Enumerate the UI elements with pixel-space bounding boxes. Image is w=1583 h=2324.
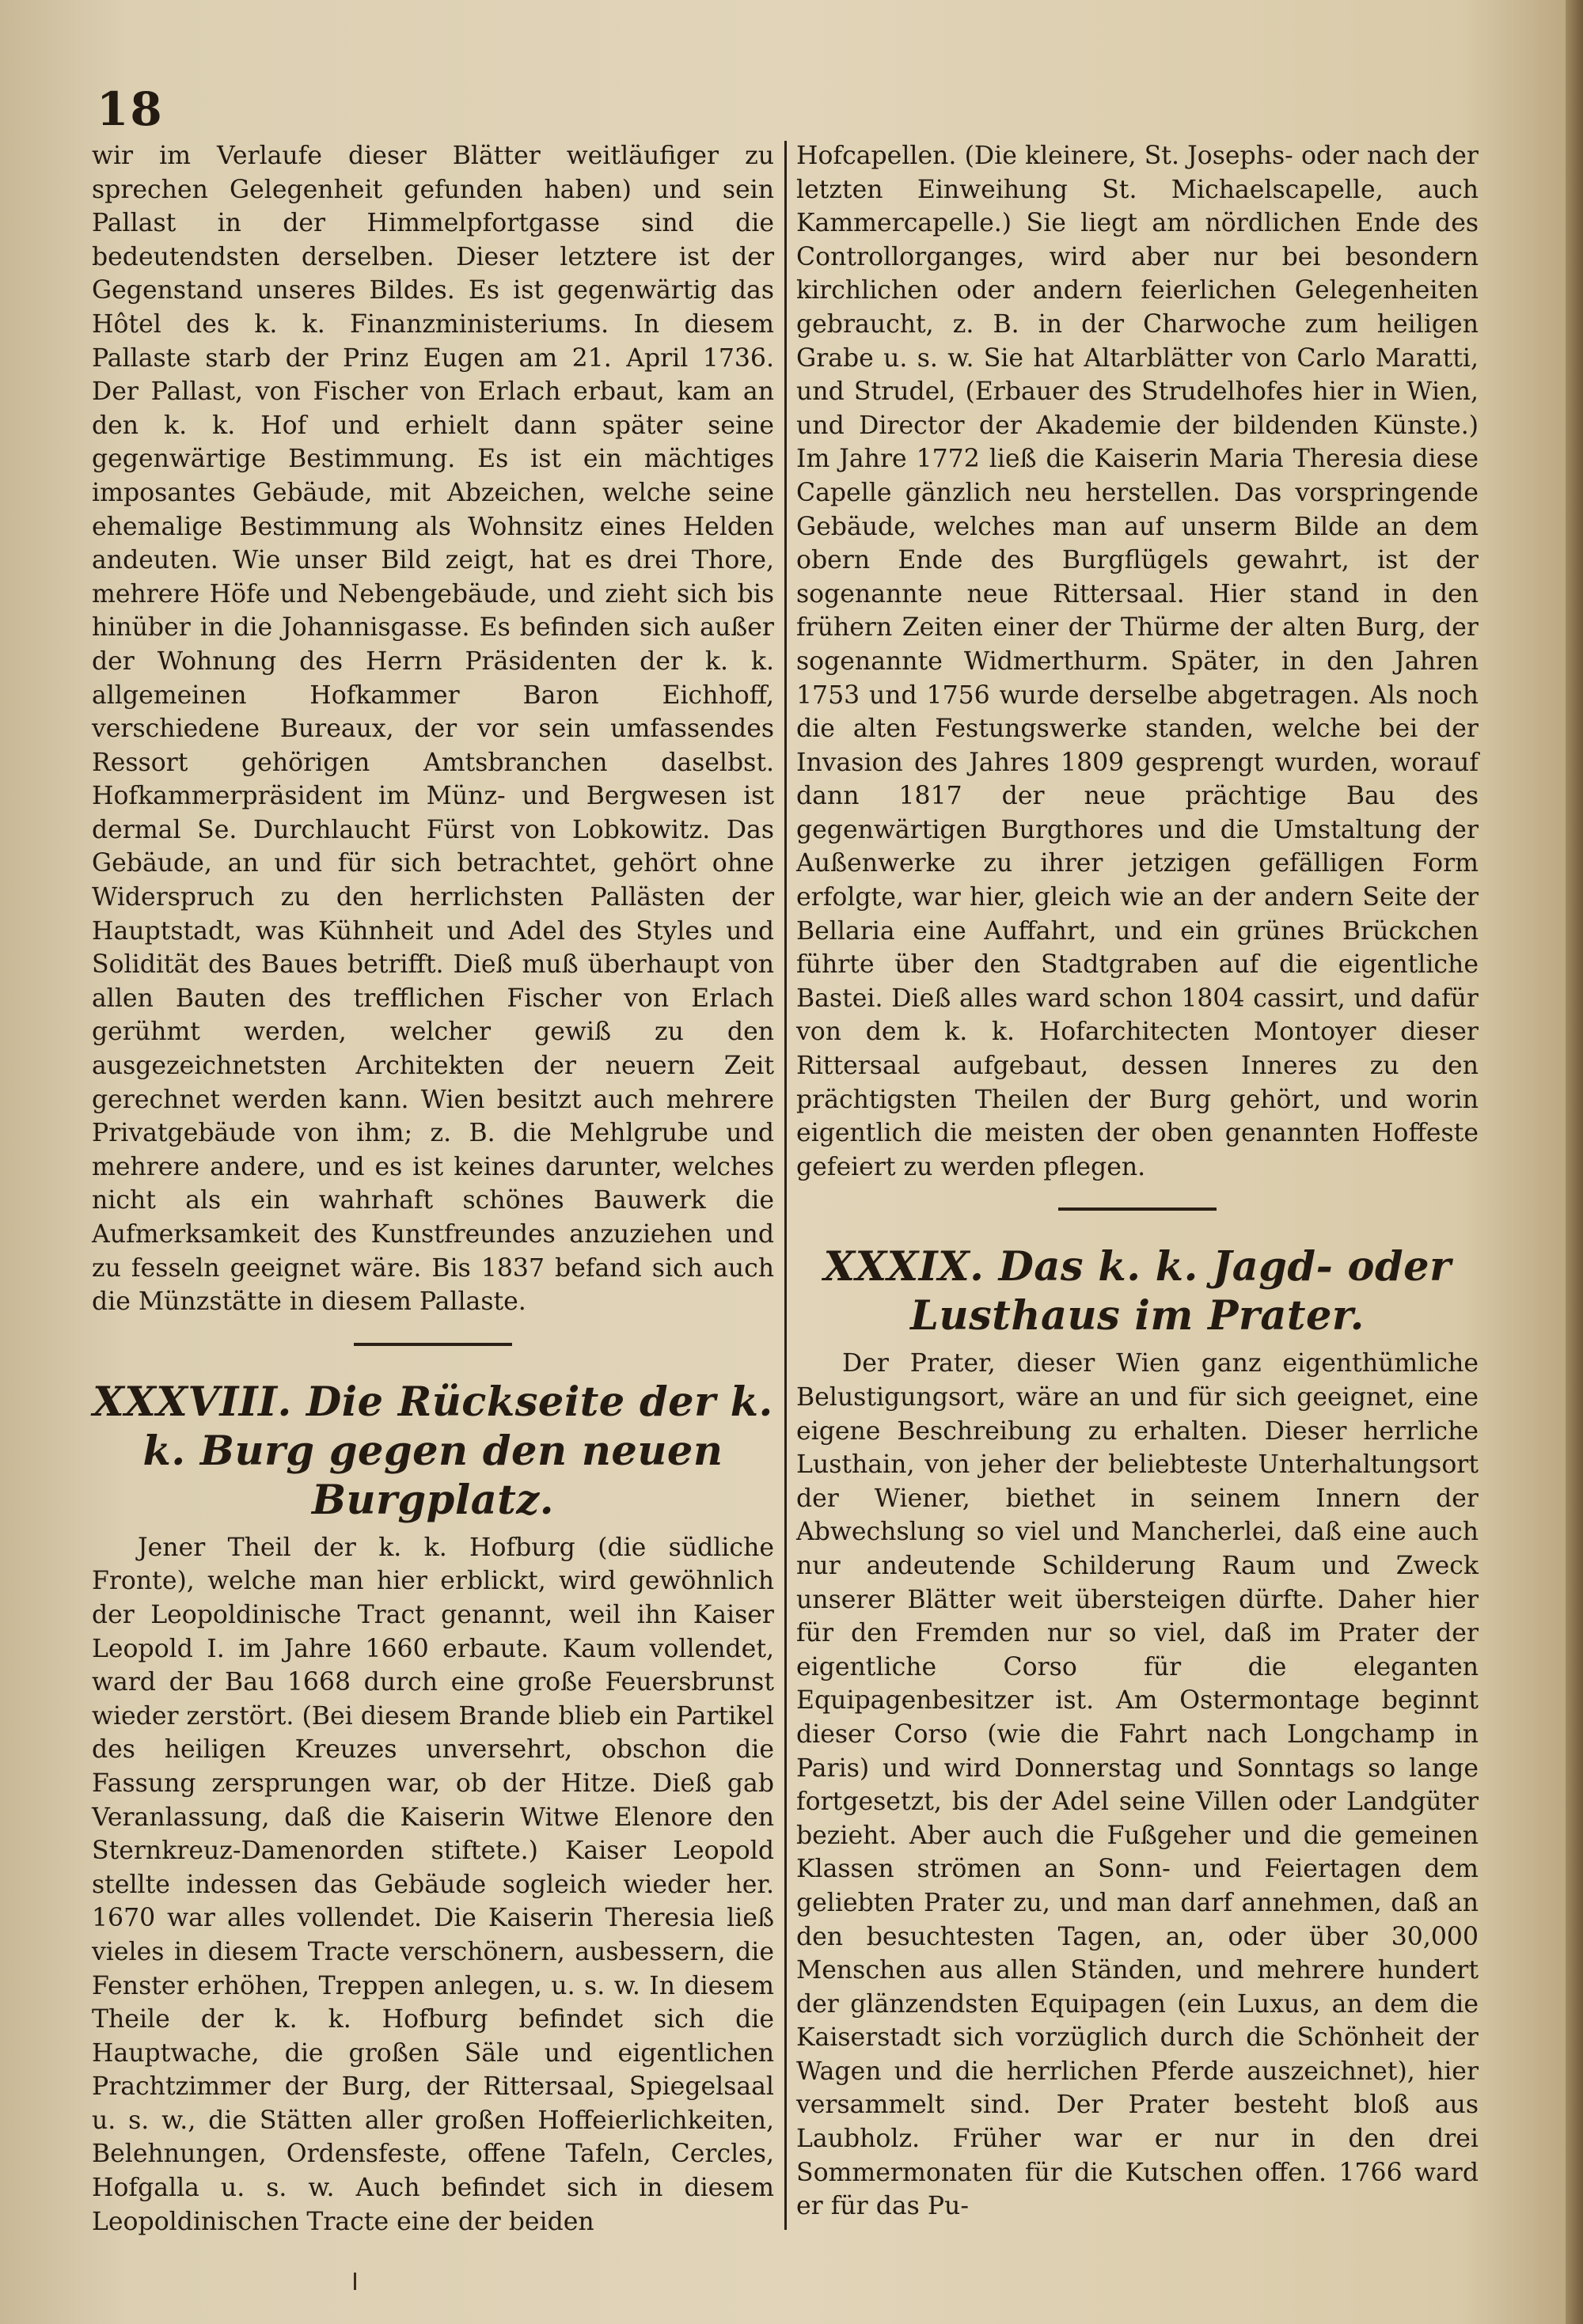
section-heading-xxxix: XXXIX. Das k. k. Jagd- oder Lusthaus im Prater. [823, 1243, 1452, 1340]
section-xxxix-text: Der Prater, dieser Wien ganz eigenthümliche Belustigungsort, wäre an und für sich geeignet, eine eigene Beschreibung zu erhalten. Dieser herrliche Lusthain, von jeher der beliebteste Unterhaltungsort der Wiener, biethet in seinem Innern der Abwechslung so viel und Mancherlei, daß eine auch nur andeutende Schilderung Raum und Zweck unserer Blätter weit übersteigen dürfte. Daher hier für den Fremden nur so viel, daß im Prater der eigentliche Corso für die eleganten Equipagenbesitzer ist. Am Ostermontage beginnt dieser Corso (wie die Fahrt nach Longchamp in Paris) und wird Donnerstag und Sonntags so lange fortgesetzt, bis der Adel seine Villen oder Landgüter bezieht. Aber auch die Fußgeher und die gemeinen Klassen strömen an Sonn- und Feiertagen dem geliebten Prater zu, und man darf annehmen, daß an den besuchtesten Tagen, an, oder über 30,000 Menschen aus allen Ständen, und mehrere hundert der glänzendsten Equipagen (ein Luxus, an dem die Kaiserstadt sich vorzüglich durch die Schönheit der Wagen und die herrlichen Pferde auszeichnet), hier versammelt sind. Der Prater besteht bloß aus Laubholz. Früher war er nur in den drei Sommermonaten für die Kutschen offen. 1766 ward er für das Pu- [796, 1349, 1479, 2221]
bottom-printer-mark [354, 2273, 356, 2290]
section-xxxviii-text: Jener Theil der k. k. Hofburg (die südliche Fronte), welche man hier erblickt, wird gewöhnlich der Leopoldinische Tract genannt, weil ihn Kaiser Leopold I. im Jahre 1660 erbaute. Kaum vollendet, ward der Bau 1668 durch eine große Feuersbrunst wieder zerstört. (Bei diesem Brande blieb ein Partikel des heiligen Kreuzes unversehrt, obschon die Fassung zersprungen war, ob der Hitze. Dieß gab Veranlassung, daß die Kaiserin Witwe Elenore den Sternkreuz-Damenorden stiftete.) Kaiser Leopold stellte indessen das Gebäude sogleich wieder her. 1670 war alles vollendet. Die Kaiserin Theresia ließ vieles in diesem Tracte verschönern, ausbessern, die Fenster erhöhen, Treppen anlegen, u. s. w. In diesem Theile der k. k. Hofburg befindet sich die Hauptwache, die großen Säle und eigentlichen Prachtzimmer der Burg, der Rittersaal, Spiegelsaal u. s. w., die Stätten aller großen Hoffeierlichkeiten, Belehnungen, Ordensfeste, offene Tafeln, Cercles, Hofgalla u. s. w. Auch befindet sich in diesem Leopoldinischen Tracte eine der beiden [92, 1533, 774, 2236]
page-edge-shadow [1566, 0, 1583, 2324]
page-number: 18 [97, 82, 164, 136]
column-divider [784, 141, 787, 2230]
section-separator-left [354, 1343, 512, 1346]
right-column [796, 139, 1479, 2224]
section-separator-right [1058, 1207, 1217, 1211]
right-continuation-paragraph: Hofcapellen. (Die kleinere, St. Josephs- oder nach der letzten Einweihung St. Michaelscapelle, auch Kammercapelle.) Sie liegt am nördlichen Ende des Controllorganges, wird aber nur bei besondern kirchlichen oder andern feierlichen Gelegenheiten gebraucht, z. B. in der Charwoche zum heiligen Grabe u. s. w. Sie hat Altarblätter von Carlo Maratti, und Strudel, (Erbauer des Strudelhofes hier in Wien, und Director der Akademie der bildenden Künste.) Im Jahre 1772 ließ die Kaiserin Maria Theresia diese Capelle gänzlich neu herstellen. Das vorspringende Gebäude, welches man auf unserm Bilde an dem obern Ende des Burgflügels gewahrt, ist der sogenannte neue Rittersaal. Hier stand in den frühern Zeiten einer der Thürme der alten Burg, der sogenannte Widmerthurm. Später, in den Jahren 1753 und 1756 wurde derselbe abgetragen. Als noch die alten Festungswerke standen, welche bei der Invasion des Jahres 1809 gesprengt wurden, worauf dann 1817 der neue prächtige Bau des gegenwärtigen Burgthores und die Umstaltung der Außenwerke zu ihrer jetzigen gefälligen Form erfolgte, war hier, gleich wie an der andern Seite der Bellaria eine Auffahrt, und ein grünes Brückchen führte über den Stadtgraben auf die eigentliche Bastei. Dieß alles ward schon 1804 cassirt, und dafür von dem k. k. Hofarchitecten Montoyer dieser Rittersaal aufgebaut, dessen Inneres zu den prächtigsten Theilen der Burg gehört, und worin eigentlich die meisten der oben genannten Hoffeste gefeiert zu werden pflegen. [796, 142, 1479, 1181]
left-column [92, 139, 774, 2239]
left-continuation-paragraph: wir im Verlaufe dieser Blätter weitläufiger zu sprechen Gelegenheit gefunden haben) und sein Pallast in der Himmelpfortgasse sind die bedeutendsten derselben. Dieser letztere ist der Gegenstand unseres Bildes. Es ist gegenwärtig das Hôtel des k. k. Finanzministeriums. In diesem Pallaste starb der Prinz Eugen am 21. April 1736. Der Pallast, von Fischer von Erlach erbaut, kam an den k. k. Hof und erhielt dann später seine gegenwärtige Bestimmung. Es ist ein mächtiges imposantes Gebäude, mit Abzeichen, welche seine ehemalige Bestimmung als Wohnsitz eines Helden andeuten. Wie unser Bild zeigt, hat es drei Thore, mehrere Höfe und Nebengebäude, und zieht sich bis hinüber in die Johannisgasse. Es befinden sich außer der Wohnung des Herrn Präsidenten der k. k. allgemeinen Hofkammer Baron Eichhoff, verschiedene Bureaux, der vor sein umfassendes Ressort gehörigen Amtsbranchen daselbst. Hofkammerpräsident im Münz- und Bergwesen ist dermal Se. Durchlaucht Fürst von Lobkowitz. Das Gebäude, an und für sich betrachtet, gehört ohne Widerspruch zu den herrlichsten Pallästen der Hauptstadt, was Kühnheit und Adel des Styles und Solidität des Baues betrifft. Dieß muß überhaupt von allen Bauten des trefflichen Fischer von Erlach gerühmt werden, welcher gewiß zu den ausgezeichnetsten Architekten der neuern Zeit gerechnet werden kann. Wien besitzt auch mehrere Privatgebäude von ihm; z. B. die Mehlgrube und mehrere andere, und es ist keines darunter, welches nicht als ein wahrhaft schönes Bauwerk die Aufmerksamkeit des Kunstfreundes anzuziehen und zu fesseln geeignet wäre. Bis 1837 befand sich auch die Münzstätte in diesem Pallaste. [92, 142, 774, 1317]
section-heading-xxxviii: XXXVIII. Die Rückseite der k. k. Burg gegen den neuen Burgplatz. [93, 1378, 773, 1524]
